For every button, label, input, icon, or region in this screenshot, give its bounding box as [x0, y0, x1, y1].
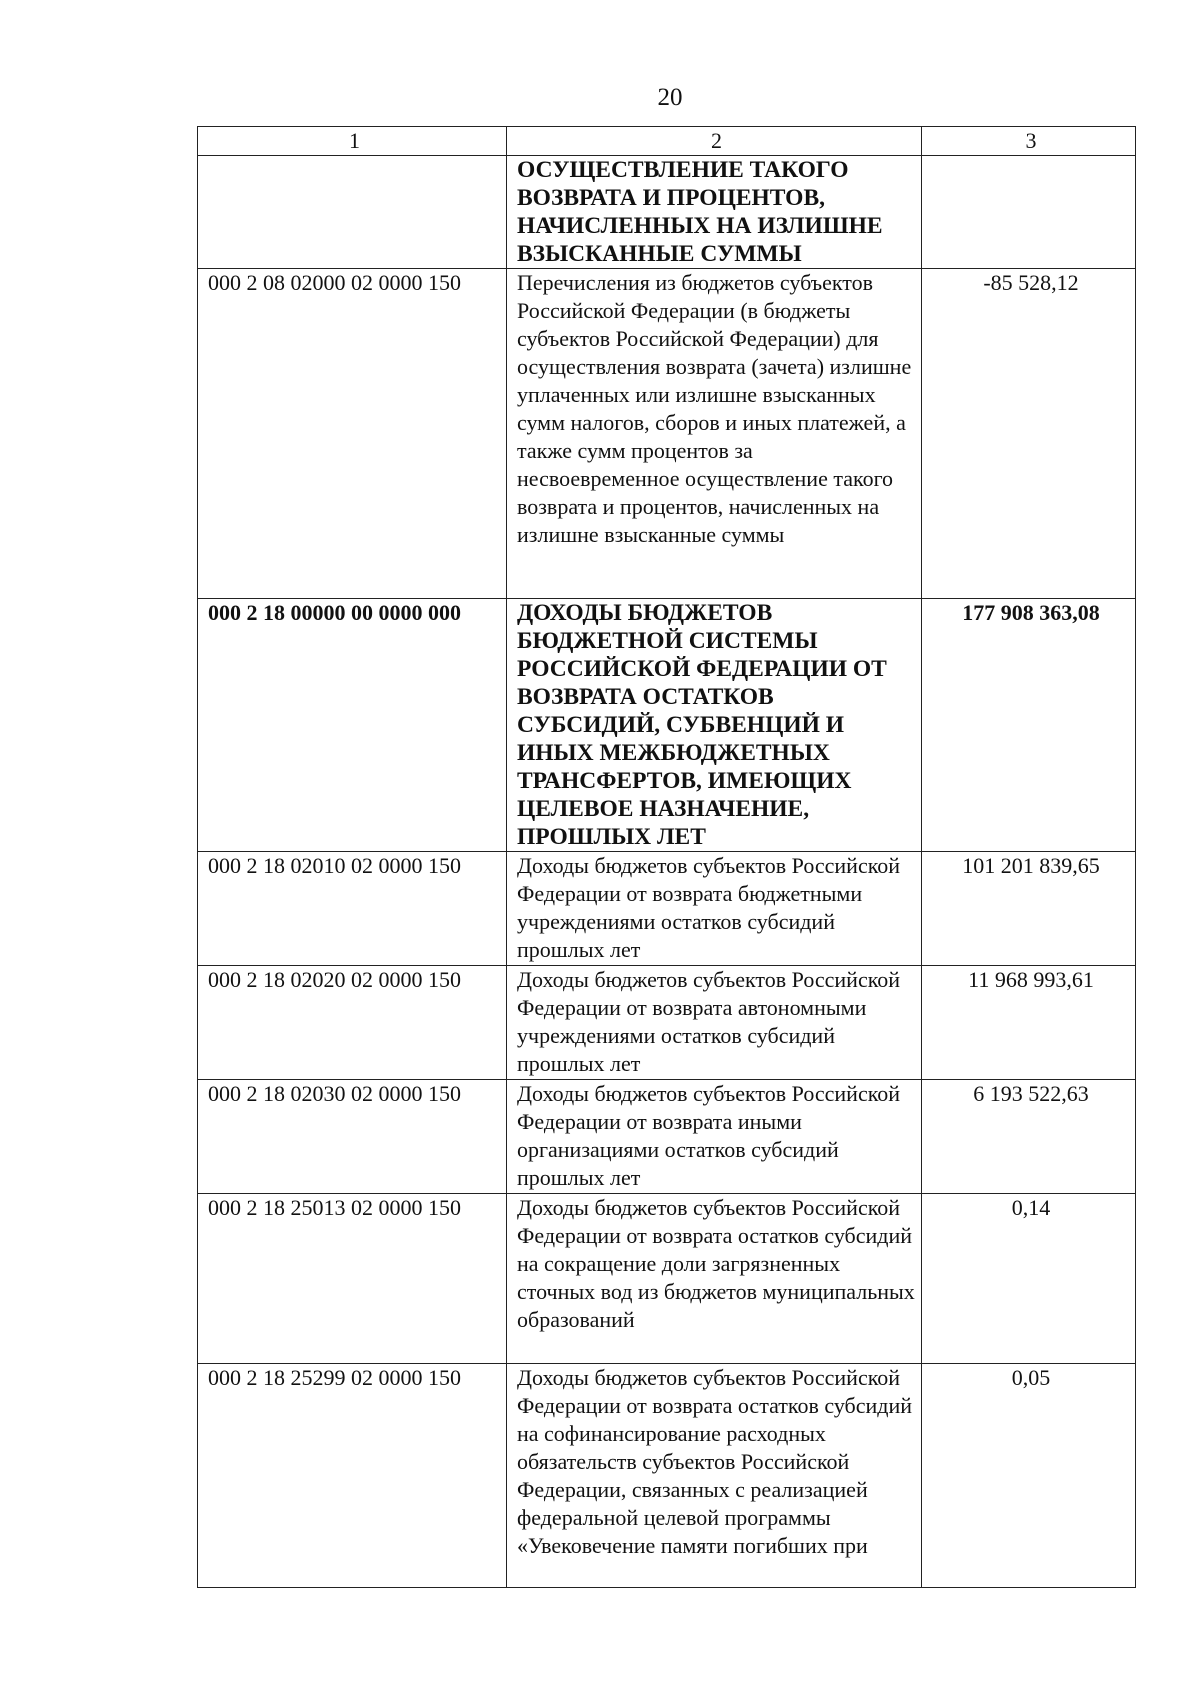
budget-code-cell	[198, 156, 507, 269]
table-row	[198, 1364, 1136, 1588]
amount-cell: 177 908 363,08	[922, 599, 1136, 852]
column-number-2: 2	[507, 127, 922, 156]
description-cell: Доходы бюджетов субъектов Российской Федерации от возврата остатков субсидий на софинансирование расходных обязательств субъектов Российской Федерации, связанных с реализацией федеральной целевой программы «Увековечение памяти погибших при	[507, 1364, 922, 1588]
budget-code-cell: 000 2 18 25299 02 0000 150	[198, 1364, 507, 1588]
table-header-row	[198, 127, 1136, 156]
column-number-1: 1	[198, 127, 507, 156]
amount-cell: 0,05	[922, 1364, 1136, 1588]
budget-code-cell: 000 2 18 02020 02 0000 150	[198, 966, 507, 1080]
column-number-3: 3	[922, 127, 1136, 156]
amount-cell: 11 968 993,61	[922, 966, 1136, 1080]
description-cell: ОСУЩЕСТВЛЕНИЕ ТАКОГО ВОЗВРАТА И ПРОЦЕНТОВ, НАЧИСЛЕННЫХ НА ИЗЛИШНЕ ВЗЫСКАННЫЕ СУММЫ	[507, 156, 922, 269]
description-cell: Доходы бюджетов субъектов Российской Федерации от возврата автономными учреждениями остатков субсидий прошлых лет	[507, 966, 922, 1080]
budget-code-cell: 000 2 18 02010 02 0000 150	[198, 852, 507, 966]
amount-cell: 101 201 839,65	[922, 852, 1136, 966]
page-number: 20	[657, 84, 683, 111]
description-cell: Доходы бюджетов субъектов Российской Федерации от возврата иными организациями остатков субсидий прошлых лет	[507, 1080, 922, 1194]
amount-cell: -85 528,12	[922, 269, 1136, 599]
table-row	[198, 269, 1136, 599]
budget-code-cell: 000 2 18 02030 02 0000 150	[198, 1080, 507, 1194]
budget-code-cell: 000 2 18 25013 02 0000 150	[198, 1194, 507, 1364]
amount-cell: 6 193 522,63	[922, 1080, 1136, 1194]
table-row	[198, 1194, 1136, 1364]
table-row	[198, 156, 1136, 269]
budget-code-cell: 000 2 08 02000 02 0000 150	[198, 269, 507, 599]
table-row	[198, 852, 1136, 966]
description-cell: ДОХОДЫ БЮДЖЕТОВ БЮДЖЕТНОЙ СИСТЕМЫ РОССИЙСКОЙ ФЕДЕРАЦИИ ОТ ВОЗВРАТА ОСТАТКОВ СУБСИДИЙ, СУБВЕНЦИЙ И ИНЫХ МЕЖБЮДЖЕТНЫХ ТРАНСФЕРТОВ, ИМЕЮЩИХ ЦЕЛЕВОЕ НАЗНАЧЕНИЕ, ПРОШЛЫХ ЛЕТ	[507, 599, 922, 852]
table-row	[198, 966, 1136, 1080]
budget-revenue-table	[197, 126, 1136, 1588]
description-cell: Перечисления из бюджетов субъектов Российской Федерации (в бюджеты субъектов Российской Федерации) для осуществления возврата (зачета) излишне уплаченных или излишне взысканных сумм налогов, сборов и иных платежей, а также сумм процентов за несвоевременное осуществление такого возврата и процентов, начисленных на излишне взысканные суммы	[507, 269, 922, 599]
amount-cell: 0,14	[922, 1194, 1136, 1364]
table-row	[198, 1080, 1136, 1194]
table-row	[198, 599, 1136, 852]
amount-cell	[922, 156, 1136, 269]
description-cell: Доходы бюджетов субъектов Российской Федерации от возврата остатков субсидий на сокращение доли загрязненных сточных вод из бюджетов муниципальных образований	[507, 1194, 922, 1364]
budget-code-cell: 000 2 18 00000 00 0000 000	[198, 599, 507, 852]
description-cell: Доходы бюджетов субъектов Российской Федерации от возврата бюджетными учреждениями остатков субсидий прошлых лет	[507, 852, 922, 966]
